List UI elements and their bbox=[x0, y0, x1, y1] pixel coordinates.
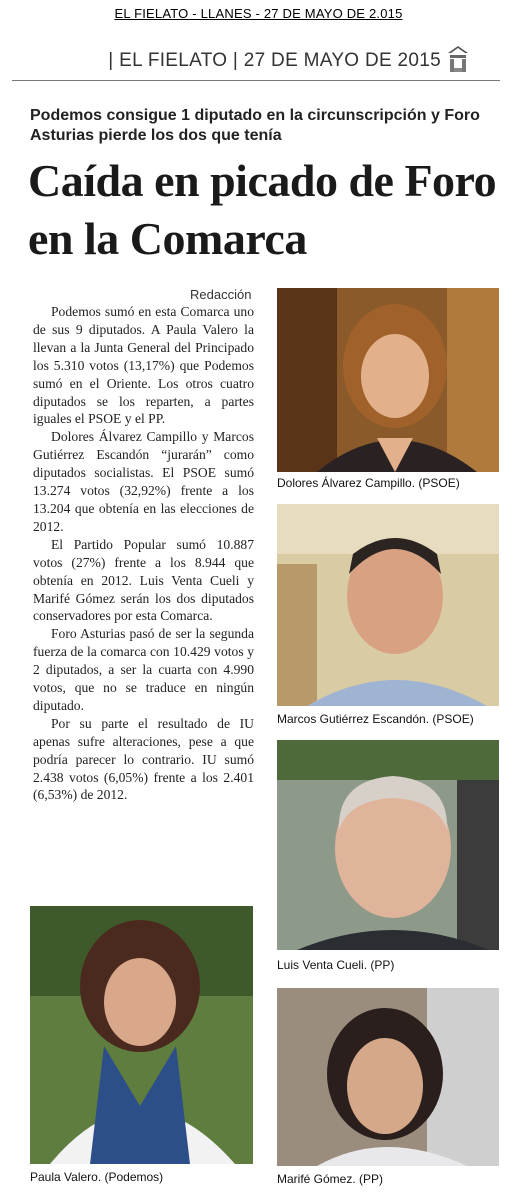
byline: Redacción bbox=[190, 287, 252, 302]
photo-luis-venta bbox=[277, 740, 499, 950]
photo-dolores-alvarez bbox=[277, 288, 499, 472]
body-paragraph: Podemos sumó en esta Comarca uno de sus 9 diputados. A Paula Valero la llevan a la Junta General del Principado los 5.310 votos (13,17%) que Podemos sumó en el Oriente. Los otros cuatro diputados se los reparten, a partes iguales el PSOE y el PP. bbox=[33, 304, 254, 427]
article-body bbox=[33, 303, 254, 804]
body-paragraph: El Partido Popular sumó 10.887 votos (27%) frente a los 8.944 que obtenía en 2012. Luis Venta Cueli y Marifé Gómez serán los dos diputados conservadores por esta Comarca. bbox=[33, 536, 254, 624]
header-divider bbox=[12, 80, 500, 81]
article-headline: Caída en picado de Foro en la Comarca bbox=[28, 155, 497, 264]
body-paragraph: Dolores Álvarez Campillo y Marcos Gutiérrez Escandón “jurarán” como diputados socialistas. El PSOE sumó 13.274 votos (32,92%) frente a los 13.204 que obtenía en las elecciones de 2012. bbox=[33, 429, 254, 534]
photo-caption: Luis Venta Cueli. (PP) bbox=[277, 958, 395, 972]
body-paragraph: Por su parte el resultado de IU apenas sufre alteraciones, pese a que podría parecer lo contrario. IU sumó 2.438 votos (6,05%) frente a los 2.401 (6,53%) de 2012. bbox=[33, 715, 254, 803]
clipping-source-line: EL FIELATO - LLANES - 27 DE MAYO DE 2.015 bbox=[114, 6, 403, 21]
photo-marcos-gutierrez bbox=[277, 504, 499, 706]
photo-caption: Paula Valero. (Podemos) bbox=[30, 1170, 164, 1184]
photo-paula-valero bbox=[30, 906, 253, 1164]
body-paragraph: Foro Asturias pasó de ser la segunda fuerza de la comarca con 10.429 votos y 2 diputados, a ser la cuarta con 4.990 votos, que no se traduce en ningún diputado. bbox=[33, 626, 254, 713]
photo-caption: Marcos Gutiérrez Escandón. (PSOE) bbox=[277, 712, 474, 726]
article-subtitle: Podemos consigue 1 diputado en la circunscripción y Foro Asturias pierde los dos que tenía bbox=[30, 107, 480, 144]
photo-marife-gomez bbox=[277, 988, 499, 1166]
house-logo-icon bbox=[446, 44, 470, 74]
photo-caption: Marifé Gómez. (PP) bbox=[277, 1172, 384, 1186]
publication-header: | EL FIELATO | 27 DE MAYO DE 2015 bbox=[108, 50, 441, 71]
photo-caption: Dolores Álvarez Campillo. (PSOE) bbox=[277, 476, 460, 490]
